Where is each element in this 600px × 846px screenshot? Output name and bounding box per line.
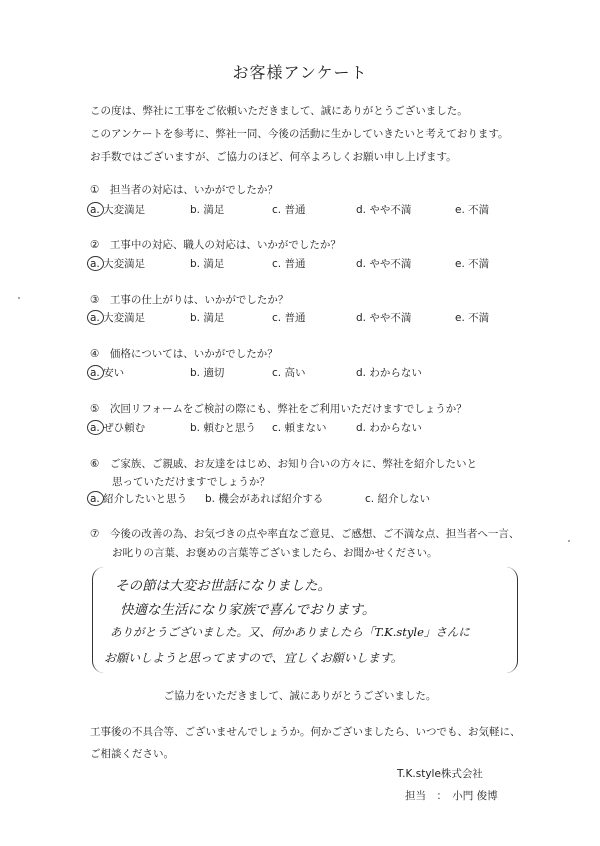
scan-mark [568,540,570,542]
handwritten-line-1: その節は大変お世話になりました。 [115,578,331,594]
q6-option-b[interactable]: b. 機会があれば紹介する [205,493,324,505]
q1-option-c[interactable]: c. 普通 [272,204,306,216]
q3-option-b[interactable]: b. 満足 [190,312,225,324]
q2-option-a[interactable]: a. 大変満足 [90,258,146,270]
question-6: ⑥ ご家族、ご親戚、お友達をはじめ、お知り合いの方々に、弊社を紹介したいと [90,458,478,470]
question-2: ② 工事中の対応、職人の対応は、いかがでしたか？ [90,239,341,251]
footer-line-2: ご相談ください。 [90,748,174,760]
contact-person: 担当 ： 小門 俊博 [405,790,498,802]
page-title: お客様アンケート [232,63,368,82]
q5-option-c[interactable]: c. 頼まない [272,422,327,434]
q2-option-c[interactable]: c. 普通 [272,258,306,270]
q2-option-d[interactable]: d. やや不満 [356,258,412,270]
question-7: ⑦ 今後の改善の為、お気づきの点や率直なご意見、ご感想、ご不満な点、担当者へ一言、 [90,528,520,540]
company-name: T.K.style株式会社 [397,768,483,780]
q3-option-c[interactable]: c. 普通 [272,312,306,324]
q3-option-e[interactable]: e. 不満 [455,312,490,324]
q3-option-d[interactable]: d. やや不満 [356,312,412,324]
q1-option-d[interactable]: d. やや不満 [356,204,412,216]
question-7-line-2: お叱りの言葉、お褒めの言葉等ございましたら、お聞かせください。 [112,547,438,559]
q4-option-a[interactable]: a. 安い [90,367,125,379]
q6-option-c[interactable]: c. 紹介しない [365,493,430,505]
handwritten-line-3: ありがとうございました。又、何かありましたら「T.K.style」さんに [110,625,470,639]
handwritten-line-2: 快適な生活になり家族で喜んでおります。 [120,602,376,618]
q1-option-a[interactable]: a. 大変満足 [90,204,146,216]
question-1: ① 担当者の対応は、いかがでしたか？ [90,184,278,196]
footer-line-1: 工事後の不具合等、ございませんでしょうか。何かございましたら、いつでも、お気軽に、 [90,726,521,738]
question-5: ⑤ 次回リフォームをご検討の際にも、弊社をご利用いただけますでしょうか？ [90,403,467,415]
q5-option-a[interactable]: a. ぜひ頼む [90,422,146,434]
q6-option-a[interactable]: a. 紹介したいと思う [90,493,188,505]
q4-option-c[interactable]: c. 高い [272,367,306,379]
question-3: ③ 工事の仕上がりは、いかがでしたか？ [90,294,289,306]
q2-option-b[interactable]: b. 満足 [190,258,225,270]
q5-option-d[interactable]: d. わからない [356,422,422,434]
scan-mark [18,297,20,299]
thanks-message: ご協力をいただきまして、誠にありがとうございました。 [163,690,437,702]
q3-option-a[interactable]: a. 大変満足 [90,312,146,324]
q1-option-b[interactable]: b. 満足 [190,204,225,216]
q1-option-e[interactable]: e. 不満 [455,204,490,216]
intro-line-3: お手数ではございますが、ご協力のほど、何卒よろしくお願い申し上げます。 [90,151,457,163]
q4-option-d[interactable]: d. わからない [356,367,422,379]
intro-line-2: このアンケートを参考に、弊社一同、今後の活動に生かしていきたいと考えております。 [90,128,509,140]
q4-option-b[interactable]: b. 適切 [190,367,225,379]
question-4: ④ 価格については、いかがでしたか？ [90,348,278,360]
q5-option-b[interactable]: b. 頼むと思う [190,422,256,434]
handwritten-line-4: お願いしようと思ってますので、宜しくお願いします。 [104,651,403,665]
intro-line-1: この度は、弊社に工事をご依頼いただきまして、誠にありがとうございました。 [90,105,468,117]
question-6-line-2: 思っていただけますでしょうか？ [112,476,270,488]
q2-option-e[interactable]: e. 不満 [455,258,490,270]
